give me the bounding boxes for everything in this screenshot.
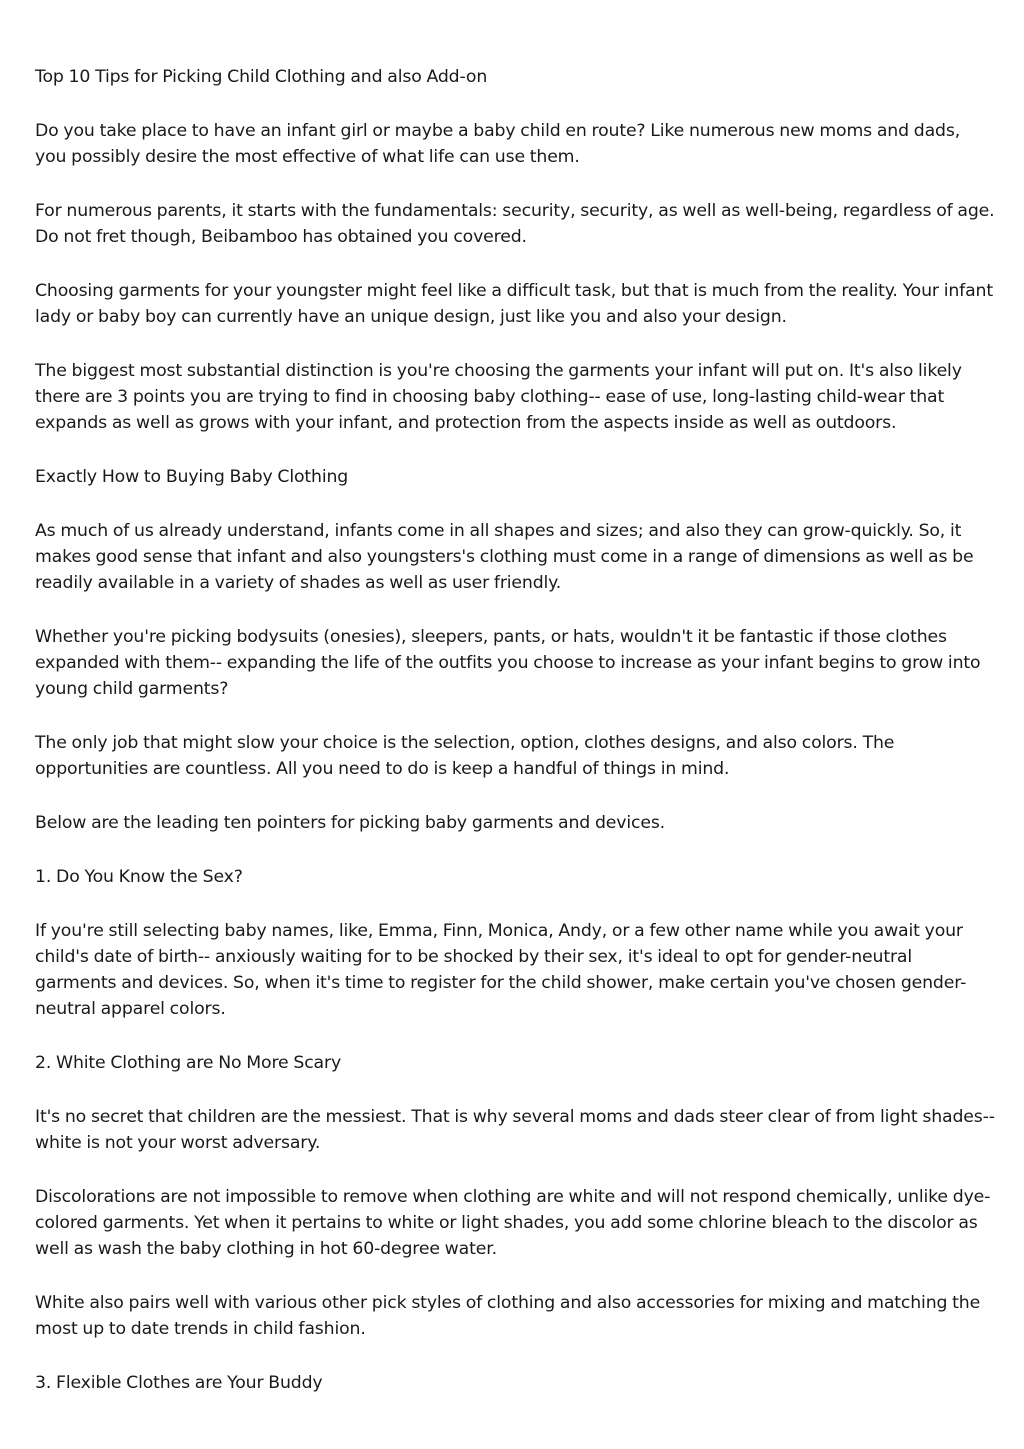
- paragraph: Choosing garments for your youngster might feel like a difficult task, but that is much from the reality. Your infant lady or baby boy can currently have an unique design, just like you and also your design.: [35, 281, 993, 327]
- paragraph: It's no secret that children are the messiest. That is why several moms and dads steer clear of from light shades-- white is not your worst adversary.: [35, 1107, 995, 1153]
- paragraph: For numerous parents, it starts with the fundamentals: security, security, as well as well-being, regardless of age. Do not fret though, Beibamboo has obtained you covered.: [35, 201, 995, 247]
- paragraph: The only job that might slow your choice is the selection, option, clothes designs, and also colors. The opportunities are countless. All you need to do is keep a handful of things in mind.: [35, 733, 895, 779]
- document-title: Top 10 Tips for Picking Child Clothing and also Add-on: [35, 67, 488, 87]
- section-heading: 2. White Clothing are No More Scary: [35, 1053, 342, 1073]
- paragraph: Below are the leading ten pointers for picking baby garments and devices.: [35, 813, 666, 833]
- section-heading: 1. Do You Know the Sex?: [35, 867, 243, 887]
- paragraph: The biggest most substantial distinction is you're choosing the garments your infant will put on. It's also likely there are 3 points you are trying to find in choosing baby clothing-- ease of use, long-lasting child-wear that expands as well as grows with your infant, and protection from the aspects inside as well as outdoors.: [35, 361, 962, 433]
- paragraph: Discolorations are not impossible to remove when clothing are white and will not respond chemically, unlike dye-colored garments. Yet when it pertains to white or light shades, you add some chlorine bleach to the discolor as well as wash the baby clothing in hot 60-degree water.: [35, 1187, 991, 1259]
- paragraph: Whether you're picking bodysuits (onesies), sleepers, pants, or hats, wouldn't it be fantastic if those clothes expanded with them-- expanding the life of the outfits you choose to increase as your infant begins to grow into young child garments?: [35, 627, 981, 699]
- section-heading: 3. Flexible Clothes are Your Buddy: [35, 1373, 323, 1393]
- document-page: [35, 64, 995, 1424]
- paragraph: Do you take place to have an infant girl or maybe a baby child en route? Like numerous new moms and dads, you possibly desire the most effective of what life can use them.: [35, 121, 961, 167]
- section-heading: Exactly How to Buying Baby Clothing: [35, 467, 349, 487]
- paragraph: White also pairs well with various other pick styles of clothing and also accessories for mixing and matching the most up to date trends in child fashion.: [35, 1293, 981, 1339]
- paragraph: If you're still selecting baby names, like, Emma, Finn, Monica, Andy, or a few other name while you await your child's date of birth-- anxiously waiting for to be shocked by their sex, it's ideal to opt for gender-neutral garments and devices. So, when it's time to register for the child shower, make certain you've chosen gender-neutral apparel colors.: [35, 921, 967, 1019]
- paragraph: As much of us already understand, infants come in all shapes and sizes; and also they can grow-quickly. So, it makes good sense that infant and also youngsters's clothing must come in a range of dimensions as well as be readily available in a variety of shades as well as user friendly.: [35, 521, 974, 593]
